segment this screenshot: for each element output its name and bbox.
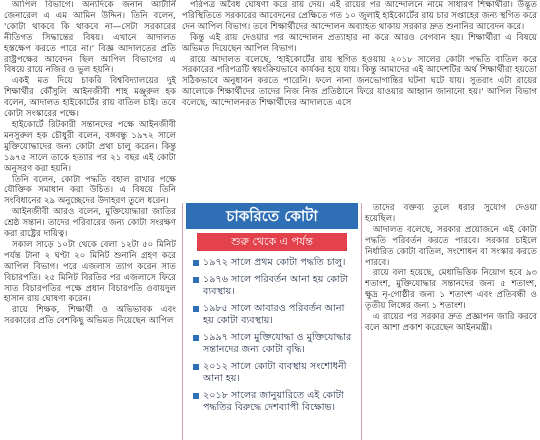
timeline-item: ১৯৯৭ সালে মুক্তিযোদ্ধা ও মুক্তিযোদ্ধার সন্তানদের জন্য কোটা বৃদ্ধি। — [193, 332, 355, 357]
article-paragraph: রায়ে বলা হয়েছে, মেধাভিত্তিক নিয়োগ হবে ৯৩ শতাংশ, মুক্তিযোদ্ধার সন্তানদের জন্য ৫ শতাংশ, ক্ষুদ্র নৃ-গোষ্ঠীর জন্য ১ শতাংশ এবং প্রতিবন্ধী ও তৃতীয় লিঙ্গের জন্য ১ শতাংশ। — [365, 268, 537, 312]
timeline-title: চাকরিতে কোটা — [186, 203, 358, 229]
article-paragraph: রায়ে আদালত বলেছে, 'হাইকোর্টের রায় স্থগিত হওয়ায় ২০১৮ সালের কোটা পদ্ধতি বাতিল করে সরকারের পরিপত্রটি স্বয়ংক্রিয়ভাবে কার্যকর হয়ে যায়। কিন্তু আমাদের এই আদেশটির অর্থ শিক্ষার্থীরা হয়তো সঠিকভাবে অনুধাবন করতে পারেনি। ফলে নানা জনভোগান্তির ঘটনা ঘটে যায়। সুতরাং এটা রায়ের আলোকে শিক্ষার্থীদের তাদের নিজ নিজ প্রতিষ্ঠানে ফিরে যাওয়ার আহ্বান জানানো হয়।' আপিল বিভাগ বলেছে, আন্দোলনরত শিক্ষার্থীদের আদালতে এসে — [182, 54, 537, 109]
article-paragraph: এ রায়ের পর সরকার দ্রুত প্রজ্ঞাপন জারি করবে বলে আশা প্রকাশ করেছেন আইনমন্ত্রী। — [365, 312, 537, 333]
timeline-list — [183, 257, 361, 415]
article-paragraph: রায়ে শিক্ষক, শিক্ষার্থী ও অভিভাবক এবং সরকারের প্রতি বেশকিছু অভিমত দিয়েছেন আপিল — [4, 305, 176, 327]
article-paragraph: আদালত বলেছে, সরকার প্রয়োজনে এই কোটা পদ্ধতি পরিবর্তন করতে পারবে। সরকার চাইলে নির্ধারিত কোটা বাতিল, সংশোধন বা সংস্কার করতে পারবে। — [365, 224, 537, 268]
article-right-column-continuation — [365, 203, 537, 440]
article-paragraph: তাদের বক্তব্য তুলে ধরার সুযোগ দেওয়া হয়েছিল। — [365, 203, 537, 224]
timeline-item: ১৯৮৫ সালে আবারও পরিবর্তন আনা হয় কোটা ব্যবস্থায়। — [193, 303, 355, 328]
timeline-item: ২০১২ সালে কোটা ব্যবস্থায় সংশোধনী আনা হয়। — [193, 361, 355, 386]
quota-timeline-box — [182, 203, 362, 440]
article-right-column-top — [182, 0, 537, 200]
timeline-item: ১৯৭৬ সালে পরিবর্তন আনা হয় কোটা ব্যবস্থায়। — [193, 274, 355, 299]
article-paragraph: হাইকোর্টে রিটকারী সন্তানদের পক্ষে আইনজীবী মনসুরুল হক চৌধুরী বলেন, বঙ্গবন্ধু ১৯৭২ সালে মুক্তিযোদ্ধাদের জন্য কোটা প্রথা চালু করেন। কিন্তু ১৯৭৫ সালে তাকে হত্যার পর ২১ বছর এই কোটা অনুসরণ করা হয়নি। — [4, 119, 176, 174]
timeline-subtitle: শুরু থেকে এ পর্যন্ত — [197, 233, 347, 251]
article-left-column — [4, 0, 176, 327]
article-paragraph: আপিল বিভাগে। অন্যদিকে জনান আর্টার্নি জেনারেল এ এম আমিন উদ্দিন। তিনি বলেন, 'কোটা থাকবে কি থাকবে না—সেটা সরকারের নীতিগত সিদ্ধান্তের বিষয়। এখানে আদালত হস্তক্ষেপ করতে পারে না।' বিজ্ঞ আদালতের প্রতি রাষ্ট্রপক্ষের আবেদন ছিল আপিল বিভাগের এ বিষয়ে রায়ে নজির ও ভুল হয়নি। — [4, 0, 176, 76]
timeline-item: ২০১৮ সালের জানুয়ারিতে এই কোটা পদ্ধতির বিরুদ্ধে দেশব্যাপী বিক্ষোভ। — [193, 390, 355, 415]
article-paragraph: পরিপত্র অবৈধ ঘোষণা করে রায় দেয়। এই রায়ের পর আন্দোলনে নামে সাধারণ শিক্ষার্থীরা। উদ্ভূত পরিস্থিতিতে সরকারের আবেদনের প্রেক্ষিতে গত ১০ জুলাই হাইকোর্টের রায় চার সপ্তাহের জন্য স্থগিত করে দেন আপিল বিভাগ। তবে শিক্ষার্থীদের আন্দোলন অব্যাহত থাকায় সরকার দ্রুত শুনানির আবেদন করে। — [182, 0, 537, 32]
article-paragraph: একই মত দিয়ে চাকরি বিশ্ববিদ্যালয়ের দুই শিক্ষার্থীর কৌঁসুলি আইনজীবী শাহ মঞ্জুরুল হক বলেন, আদালত হাইকোর্টের রায় বাতিল চাই। তবে কোটা সংস্কারের পক্ষে। — [4, 76, 176, 120]
article-paragraph: আইনজীবী আরও বলেন, মুক্তিযোদ্ধারা জাতির শ্রেষ্ঠ সন্তান। তাদের পরিবারের জন্য কোটা সংরক্ষণ করা রাষ্ট্রের দায়িত্ব। — [4, 207, 176, 240]
article-paragraph: সকাল সাড়ে ১০টা থেকে বেলা ১২টা ৫০ মিনিট পর্যন্ত টানা ২ ঘণ্টা ২০ মিনিট শুনানি গ্রহণ করে আপিল বিভাগ। পরে এজলাস ত্যাগ করেন সাত বিচারপতি। ২৫ মিনিট বিরতির পর এজলাসে ফিরে সাত বিচারপতির পক্ষে প্রধান বিচারপতি ওবায়দুল হাসান রায় ঘোষণা করেন। — [4, 239, 176, 305]
timeline-item: ১৯৭২ সালে প্রথম কোটা পদ্ধতি চালু। — [193, 257, 355, 270]
article-paragraph: তিনি বলেন, কোটা পদ্ধতি বহাল রাখার পক্ষে যৌক্তিক সমাধান করা উচিত। এ বিষয়ে তিনি সংবিধানের ২৯ অনুচ্ছেদের উদাহরণ তুলে ধরেন। — [4, 174, 176, 207]
article-paragraph: কিন্তু এই রায় দেওয়ার পর আন্দোলন প্রত্যাহার না করে আরও বেগবান হয়। শিক্ষার্থীরা এ বিষয়ে অভিমত দিয়েছেন আপিল বিভাগ। — [182, 32, 537, 54]
